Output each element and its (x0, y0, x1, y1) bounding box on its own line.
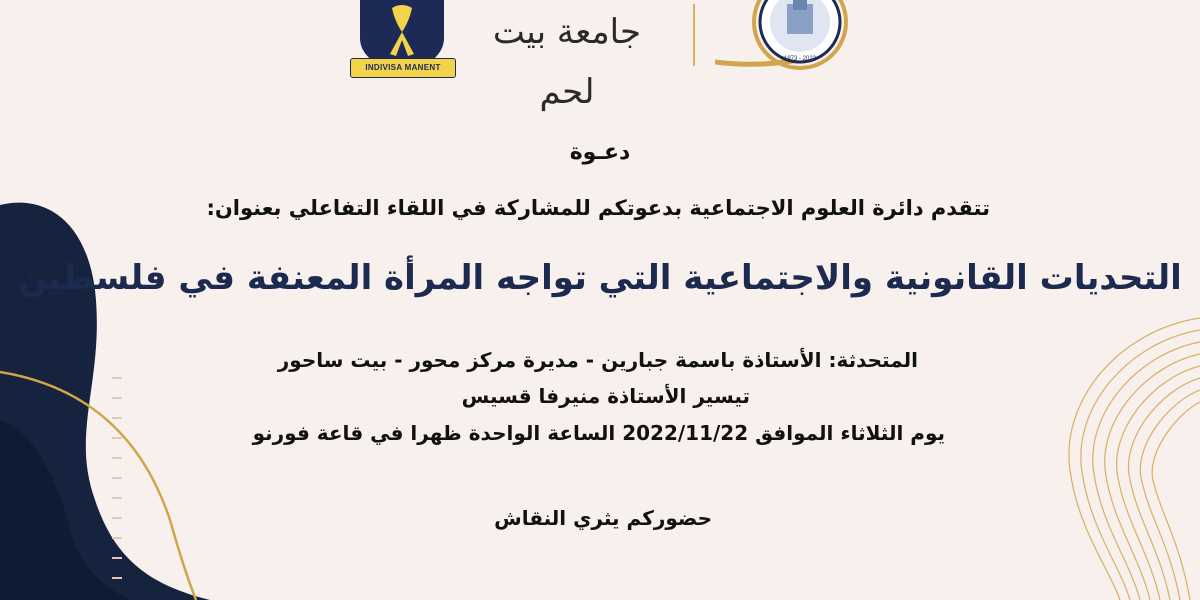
shield-motto: INDIVISA MANENT (350, 58, 456, 78)
invitation-heading: دعـوة (569, 140, 631, 165)
seal-years: 1973 - 2023 (783, 56, 817, 62)
date-time-location: يوم الثلاثاء الموافق 2022/11/22 الساعة الواحدة ظهرا في قاعة فورنو (252, 421, 945, 445)
closing-line: حضوركم يثري النقاش (494, 506, 712, 530)
university-name-calligraphy: جامعة بيت لحم (492, 12, 642, 112)
event-title: التحديات القانونية والاجتماعية التي تواجه المرأة المعنفة في فلسطين (18, 258, 1182, 298)
moderator-line: تيسير الأستاذة منيرفا قسيس (461, 384, 750, 408)
invitation-intro: تتقدم دائرة العلوم الاجتماعية بدعوتكم للمشاركة في اللقاء التفاعلي بعنوان: (206, 196, 990, 220)
speaker-line: المتحدثة: الأستاذة باسمة جبارين - مديرة مركز محور - بيت ساحور (277, 348, 918, 372)
